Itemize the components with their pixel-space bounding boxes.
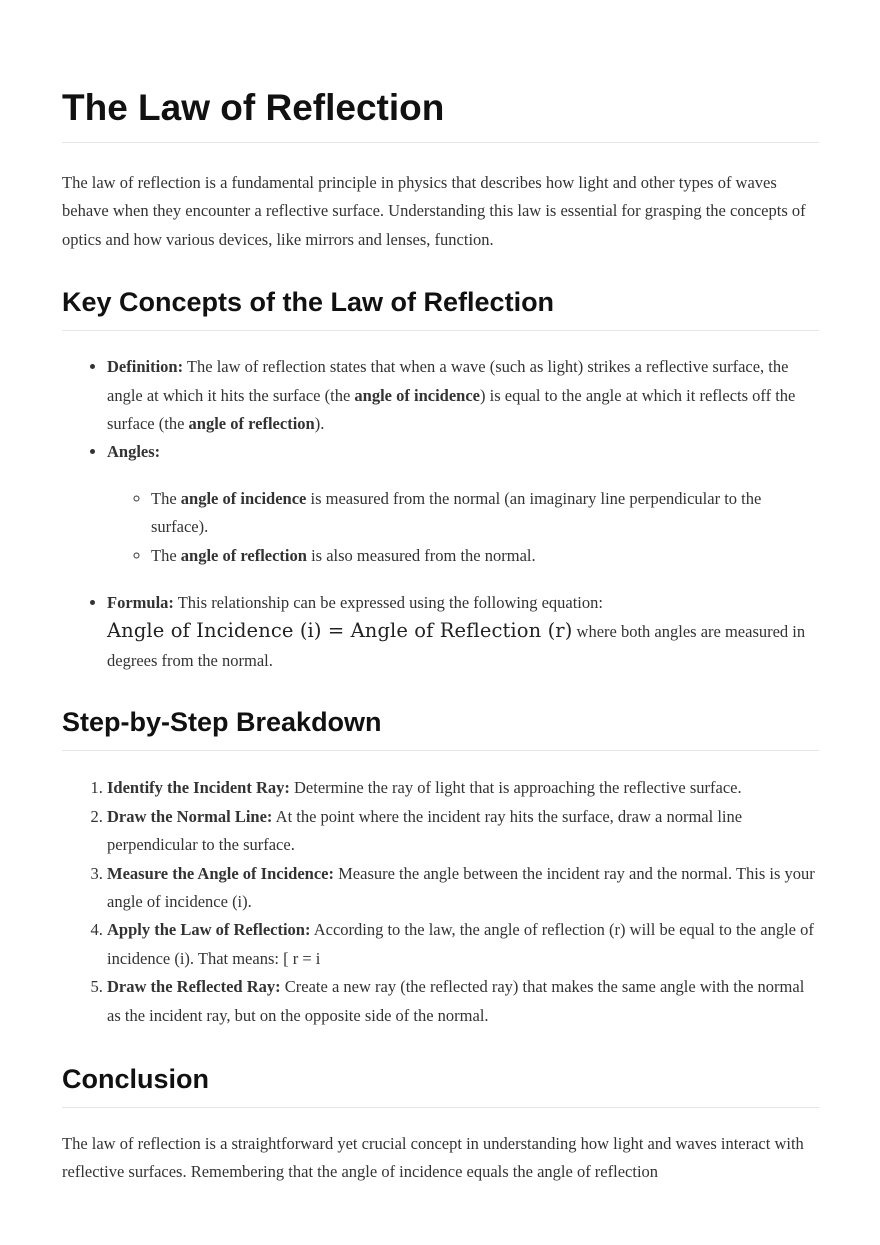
angles-subitem bbox=[151, 542, 819, 570]
conclusion-heading: Conclusion bbox=[62, 1062, 819, 1108]
steps-heading: Step-by-Step Breakdown bbox=[62, 705, 819, 751]
definition-label: Definition: bbox=[107, 357, 184, 377]
definition-term-incidence: angle of incidence bbox=[354, 385, 480, 405]
angles-sublist bbox=[107, 485, 819, 570]
formula-item bbox=[107, 589, 819, 675]
key-concepts-heading: Key Concepts of the Law of Reflection bbox=[62, 285, 819, 331]
step-item bbox=[107, 860, 819, 917]
step-text: At the point where the incident ray hits the surface, draw a normal line perpendicular to the surface. bbox=[107, 806, 743, 855]
step-item bbox=[107, 774, 819, 802]
angles-subitem-pre: The bbox=[151, 545, 181, 565]
step-text: According to the law, the angle of reflection (r) will be equal to the angle of incidence (i). That means: [ r = i bbox=[107, 920, 814, 968]
step-text: Create a new ray (the reflected ray) that makes the same angle with the normal as the incident ray, but on the opposite side of the normal. bbox=[107, 977, 805, 1025]
steps-list bbox=[62, 774, 819, 1030]
intro-paragraph: The law of reflection is a fundamental principle in physics that describes how light and other types of waves behave when they encounter a reflective surface. Understanding this law is essential for grasping the concepts of optics and how various devices, like mirrors and lenses, function. bbox=[62, 173, 806, 249]
angles-subitem-post: is measured from the normal (an imaginary line perpendicular to the surface). bbox=[151, 488, 762, 537]
conclusion-paragraph: The law of reflection is a straightforward yet crucial concept in understanding how light and waves interact with reflective surfaces. Remembering that the angle of incidence equals the angle of reflection bbox=[62, 1133, 804, 1182]
formula-equation: Angle of Incidence (i) = Angle of Reflection (r) bbox=[107, 619, 573, 643]
angles-subitem-pre: The bbox=[151, 488, 181, 508]
definition-term-reflection: angle of reflection bbox=[188, 414, 315, 434]
definition-text-1: The law of reflection states that when a wave (such as light) strikes a reflective surface, the angle at which it hits the surface (the bbox=[107, 357, 789, 405]
step-item bbox=[107, 803, 819, 860]
angles-subitem bbox=[151, 485, 819, 542]
step-item bbox=[107, 973, 819, 1030]
document-page bbox=[62, 0, 819, 1187]
step-label: Apply the Law of Reflection: bbox=[107, 920, 311, 940]
definition-text-2: ) is equal to the angle at which it reflects off the surface (the bbox=[107, 385, 796, 434]
formula-after-text: where both angles are measured in degrees from the normal. bbox=[107, 622, 806, 670]
step-text: Measure the angle between the incident ray and the normal. This is your angle of incidence (i). bbox=[107, 863, 815, 911]
definition-text-3: ). bbox=[314, 414, 325, 434]
page-title: The Law of Reflection bbox=[62, 86, 819, 143]
step-item bbox=[107, 916, 819, 973]
step-label: Draw the Normal Line: bbox=[107, 806, 273, 826]
step-label: Identify the Incident Ray: bbox=[107, 778, 290, 798]
angles-subitem-term: angle of incidence bbox=[180, 488, 307, 508]
step-label: Draw the Reflected Ray: bbox=[107, 977, 281, 997]
formula-intro-text: This relationship can be expressed using the following equation: bbox=[173, 593, 603, 613]
angles-subitem-post: is also measured from the normal. bbox=[306, 545, 536, 565]
step-text: Determine the ray of light that is approaching the reflective surface. bbox=[289, 778, 742, 798]
angles-label: Angles: bbox=[107, 442, 161, 462]
key-concepts-list bbox=[62, 353, 819, 675]
angles-subitem-term: angle of reflection bbox=[180, 545, 307, 565]
definition-item bbox=[107, 353, 819, 438]
angles-item bbox=[107, 438, 819, 570]
step-label: Measure the Angle of Incidence: bbox=[107, 863, 334, 883]
formula-label: Formula: bbox=[107, 593, 174, 613]
